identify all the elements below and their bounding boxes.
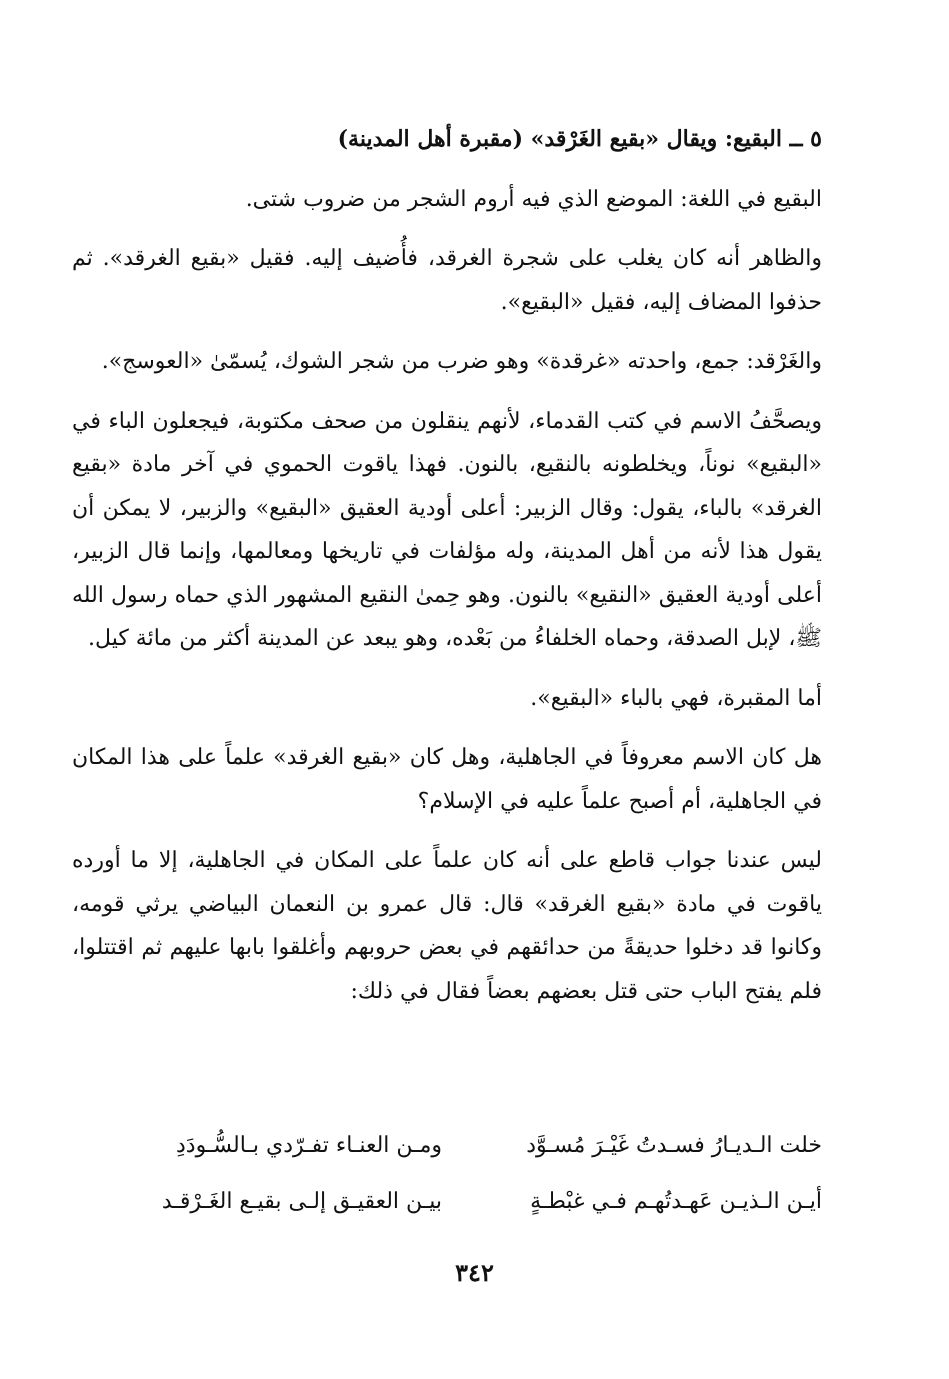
- paragraph-naming: والظاهر أنه كان يغلب على شجرة الغرقد، فأُضيف إليه. فقيل «بقيع الغرقد». ثم حذفوا المضاف إليه، فقيل «البقيع».: [72, 246, 822, 315]
- paragraph-definition: البقيع في اللغة: الموضع الذي فيه أروم الشجر من ضروب شتى.: [245, 186, 822, 212]
- verse-second-hemistich: بيـن العقيـق إلـى بقيـع الغَـرْقـد: [161, 1189, 442, 1214]
- paragraph-question: هل كان الاسم معروفاً في الجاهلية، وهل كان «بقيع الغرقد» علماً على هذا المكان في الجاهلية، أم أصبح علماً عليه في الإسلام؟: [72, 745, 822, 814]
- paragraph-gharqad: والغَرْقد: جمع، واحدته «غرقدة» وهو ضرب من شجر الشوك، يُسمّىٰ «العوسج».: [101, 349, 822, 374]
- poem-verse: [72, 1189, 822, 1233]
- paragraph-misspelling: ويصحَّفُ الاسم في كتب القدماء، لأنهم ينقلون من صحف مكتوبة، فيجعلون الباء في «البقيع» نوناً، ويخلطونه بالنقيع، بالنون. فهذا ياقوت الحموي في آخر مادة «بقيع الغرقد» بالباء، يقول: وقال الزبير: أعلى أودية العقيق «البقيع» والزبير، لا يمكن أن يقول هذا لأنه من أهل المدينة، وله مؤلفات في تاريخها ومعالمها، وإنما قال الزبير، أعلى أودية العقيق «النقيع» بالنون. وهو حِمىٰ النقيع المشهور الذي حماه رسول الله ﷺ، لإبل الصدقة، وحماه الخلفاءُ من بَعْده، وهو يبعد عن المدينة أكثر من مائة كيل.: [72, 408, 822, 651]
- verse-second-hemistich: ومـن العنـاء تفـرّدي بـالسُّـودَدِ: [176, 1133, 442, 1158]
- paragraph-answer: ليس عندنا جواب قاطع على أنه كان علماً على المكان في الجاهلية، إلا ما أورده ياقوت في مادة «بقيع الغرقد» قال: قال عمرو بن النعمان البياضي يرثي قومه، وكانوا قد دخلوا حديقةً من حدائقهم في بعض حروبهم وأغلقوا بابها عليهم ثم اقتتلوا، فلم يفتح الباب حتى قتل بعضهم بعضاً فقال في ذلك:: [72, 848, 822, 1004]
- verse-first-hemistich: خلت الـديـارُ فسـدتُ غَيْـرَ مُسـوَّد: [526, 1133, 822, 1158]
- verse-first-hemistich: أيـن الـذيـن عَهـدتُهـم فـي غبْطـةٍ: [530, 1189, 822, 1214]
- section-heading: ٥ ــ البقيع: ويقال «بقيع الغَرْقد» (مقبرة أهل المدينة): [337, 126, 822, 152]
- paragraph-cemetery: أما المقبرة، فهي بالباء «البقيع».: [530, 685, 822, 711]
- page-number: ٣٤٢: [455, 1258, 494, 1287]
- page-body: [72, 118, 822, 1029]
- poem-verse: [72, 1133, 822, 1177]
